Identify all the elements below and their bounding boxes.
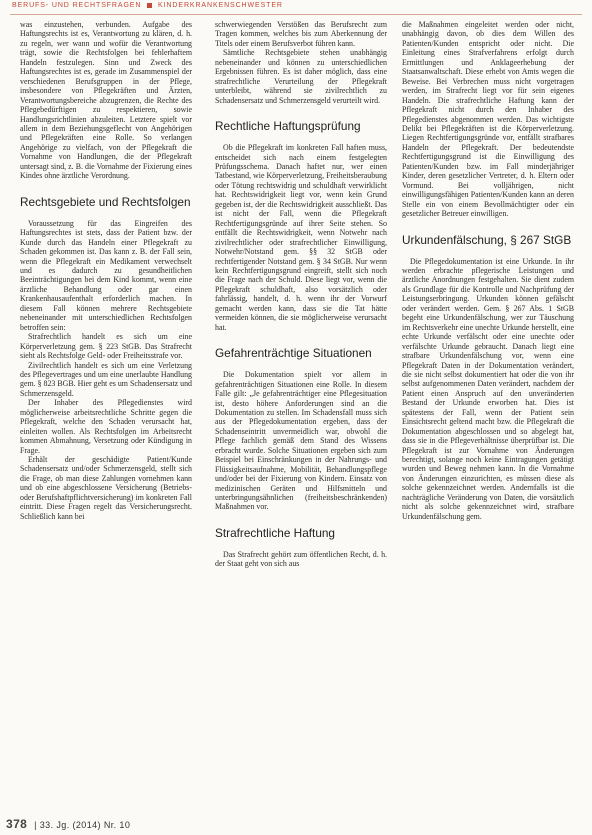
text-column-2 [215, 20, 387, 815]
section-heading: Rechtsgebiete und Rechtsfolgen [20, 194, 191, 209]
section-label: BERUFS- UND RECHTSFRAGEN [12, 2, 142, 9]
page-number: 378 [6, 817, 28, 831]
section-heading: Gefahrenträchtige Situationen [215, 346, 372, 361]
paragraph: Erhält der geschädigte Patient/Kunde Schadensersatz und/oder Schmerzensgeld, stellt sich die Frage, ob man diese Zahlungen vornehmen kann und ob eine abgeschlossene Versicherung (Betriebs- oder Berufshaftpflichtversicherung) im konkreten Fall eintritt. Diese Fragen regelt das Versicherungsrecht. Schließlich kann bei [20, 455, 192, 521]
section-heading: Strafrechtliche Haftung [215, 525, 335, 540]
header-rule [10, 14, 582, 15]
paragraph: was einzustehen, verbunden. Aufgabe des Haftungsrechts ist es, Verantwortung zu klären, d. h. zu regeln, wer wann und wofür die Verantwortung trägt, sowie die Rechtsfolgen bei fehlerhaftem Handeln festzulegen. Sinn und Zweck des Haftungsrechtes ist es, gerade im Zusammenspiel der verschiedenen Berufsgruppen in der Pflege, insbesondere von Pflegekräften und Ärzten, Verantwortungsbereiche abzugrenzen, die Rechte des Pflegebedürftigen zu respektieren, sowie Handlungsrichtlinien abzuleiten. Letztere spielt vor allem in dem Beziehungsgeflecht von Angehörigen und Pflegekräften eine Rolle. So verlangen Angehörige zu vielfach, von der Pflegekraft die Vornahme von Handlungen, die der Pflegekraft untersagt sind, z. B. die Vornahme der Fixierung eines Kindes ohne ärztliche Verordnung. [20, 20, 192, 181]
issue-info: | 33. Jg. (2014) Nr. 10 [34, 820, 131, 830]
paragraph: Das Strafrecht gehört zum öffentlichen Recht, d. h. der Staat geht von sich aus [215, 549, 387, 569]
paragraph: Der Inhaber des Pflegedienstes wird möglicherweise arbeitsrechtliche Schritte gegen die Pflegekraft, welche den Schaden verursacht hat, einleiten wollen. Als Rechtsfolgen im Arbeitsrecht kommen Abmahnung, Versetzung oder Kündigung in Frage. [20, 398, 192, 455]
paragraph: Ob die Pflegekraft im konkreten Fall haften muss, entscheidet sich nach einem festgelegten Prüfungsschema. Danach haftet nur, wer einen Tatbestand, wie Körperverletzung, Freiheitsberaubung oder Tötung rechtswidrig und schuldhaft verwirklicht hat. Rechtswidrigkeit liegt vor, wenn kein Grund gegeben ist, der die Rechtswidrigkeit ausschließt. Das ist nicht der Fall, wenn die Pflegekraft Rechtfertigungsgründe auf ihrer Seite stehen. So entfällt die Rechtswidrigkeit, wenn Notwehr nach zivilrechtlicher oder strafrechtlicher Einwilligung, Notwehr/Notstand gem. §§ 32 StGB oder rechtfertigender Notstand gem. § 34 StGB. Nur wenn kein Rechtfertigungsgrund eingreift, stellt sich noch die Frage nach der Schuld. Diese liegt vor, wenn die Pflegekraft schuldhaft, also vorsätzlich oder fahrlässig, handelt, d. h. wenn ihr der Vorwurf gemacht werden kann, dass sie die Tat hätte vermeiden können, die sie möglicherweise verursacht hat. [215, 143, 387, 332]
page-footer [6, 817, 130, 831]
paragraph: Strafrechtlich handelt es sich um eine Körperverletzung gem. § 223 StGB. Das Strafrecht sieht als Rechtsfolge Geld- oder Freiheitsstrafe vor. [20, 332, 192, 361]
paragraph: Sämtliche Rechtsgebiete stehen unabhängig nebeneinander und können zu unterschiedlichen Ergebnissen führen. Es ist daher möglich, dass eine strafrechtliche Verurteilung der Pflegekraft unterbleibt, während sie zivilrechtlich zu Schadensersatz und Schmerzensgeld verurteilt wird. [215, 48, 387, 105]
text-column-3 [402, 20, 574, 815]
paragraph: Zivilrechtlich handelt es sich um eine Verletzung des Pflegevertrages und um eine unerlaubte Handlung gem. § 823 BGB. Hier geht es um Schadensersatz und Schmerzensgeld. [20, 360, 192, 398]
paragraph: Die Dokumentation spielt vor allem in gefahrenträchtigen Situationen eine Rolle. In diesem Falle gilt: „Je gefahrenträchtiger eine Pflegesituation ist, desto höhere Anforderungen sind an die Dokumentation zu stellen. Im Schadensfall muss sich aus der Pflegedokumentation ergeben, dass der Schadenseintritt unvermeidlich war, obwohl die Pflege fachlich gemäß dem Stand des Wissens erbracht wurde. Solche Situationen ergeben sich zum Beispiel bei Einschränkungen in der Nahrungs- und Flüssigkeitsaufnahme, Mobilität, Behandlungspflege und/oder bei der Fixierung von Kindern. Einsatz von medizinischen Geräten und Hilfsmitteln und unterbringungsähnlichen (freiheitsbeschränkenden) Maßnahmen vor. [215, 370, 387, 512]
square-bullet-icon [147, 3, 152, 8]
section-heading: Rechtliche Haftungsprüfung [215, 119, 361, 134]
paragraph: die Maßnahmen eingeleitet werden oder nicht, unabhängig davon, ob dies dem Willen des Patienten/Kunden entspricht oder nicht. Die Einleitung eines Strafverfahrens erfolgt durch Ermittlungen und Anklageerhebung der Staatsanwaltschaft. Diese erhebt von Amts wegen die Beweise. Bei Verbrechen muss nicht vorgetragen werden, im Strafrecht liegt vor für sein eigenes Handeln. Die strafrechtliche Haftung kann der Pflegekraft nicht durch den Inhaber des Pflegedienstes abgenommen werden. Das wichtigste Delikt bei Pflegekräften ist die Körperverletzung. Liegen Rechtfertigungsgründe vor, entfällt strafbares Handeln der Pflegekraft. Der bedeutendste Rechtfertigungsgrund ist die Einwilligung des Patienten/Kunden bzw. im Fall minderjähriger Kinder, deren gesetzlicher Vertreter, d. h. Eltern oder Vormund. Bei volljährigen, nicht einwilligungsfähigen Patienten/Kunden kann an deren Stelle ein von einem Bevollmächtigter oder ein gesetzlicher Betreuer einwilligen. [402, 20, 574, 219]
paragraph: schwerwiegenden Verstößen das Berufsrecht zum Tragen kommen, welches bis zum Aberkennung der Titels oder einem Berufsverbot führen kann. [215, 20, 387, 48]
paragraph: Voraussetzung für das Eingreifen des Haftungsrechtes ist stets, dass der Patient bzw. der Kunde durch das Handeln einer Pflegekraft zu Schaden gekommen ist. Das kann z. B. der Fall sein, wenn die Pflegekraft ein Medikament verwechselt und es dadurch zu gesundheitlichen Beeinträchtigungen bei dem Kind kommt, wenn eine ärztliche Behandlung oder gar einen Krankenhausaufenthalt erforderlich machen. In diesem Fall können mehrere Rechtsgebiete nebeneinander mit unterschiedlichen Rechtsfolgen betroffen sein: [20, 218, 192, 332]
paragraph: Die Pflegedokumentation ist eine Urkunde. In ihr werden erbrachte pflegerische Leistungen und ärztliche Anordnungen festgehalten. Sie dient zudem als Grundlage für die Kontrolle und Nachprüfung der Leistungserbringung. Urkunden können gefälscht oder verändert werden. Gem. § 267 Abs. 1 StGB begeht eine Urkundenfälschung, wer zur Täuschung im Rechtsverkehr eine unechte Urkunde herstellt, eine echte Urkunde verfälscht oder eine unechte oder verfälschte Urkunde gebraucht. Danach liegt eine strafbare Urkundenfälschung vor, wenn eine Pflegekraft Daten in der Dokumentation verändert, die sie nicht selbst dokumentiert hat oder die von ihr selbst aufgenommenen Daten verändert, nachdem der Patient einen Anspruch auf den unveränderten Bestand der Urkunde erworben hat. Dies ist spätestens der Fall, wenn der Patient sein Einsichtsrecht geltend macht bzw. die Pflegekraft die Dokumentation abgeschlossen und so abgelegt hat, dass sie in die Pflegeverhältnisse überprüfbar ist. Die Pflegekraft ist zur Vornahme von Änderungen berechtigt, solange noch keine Eintragungen getätigt wurden und Beweg nehmen kann. In die Vornahme von Änderungen einzurichten, es müssen diese als solche gekennzeichnet werden. Andernfalls ist die nachträgliche Veränderung von Daten, die vorsätzlich nicht als solche gekennzeichnet wird, strafbare Urkundenfälschung gem. [402, 256, 574, 521]
section-heading: Urkundenfälschung, § 267 StGB [402, 232, 572, 247]
journal-name: KINDERKRANKENSCHWESTER [158, 2, 283, 9]
text-column-1 [20, 20, 192, 815]
